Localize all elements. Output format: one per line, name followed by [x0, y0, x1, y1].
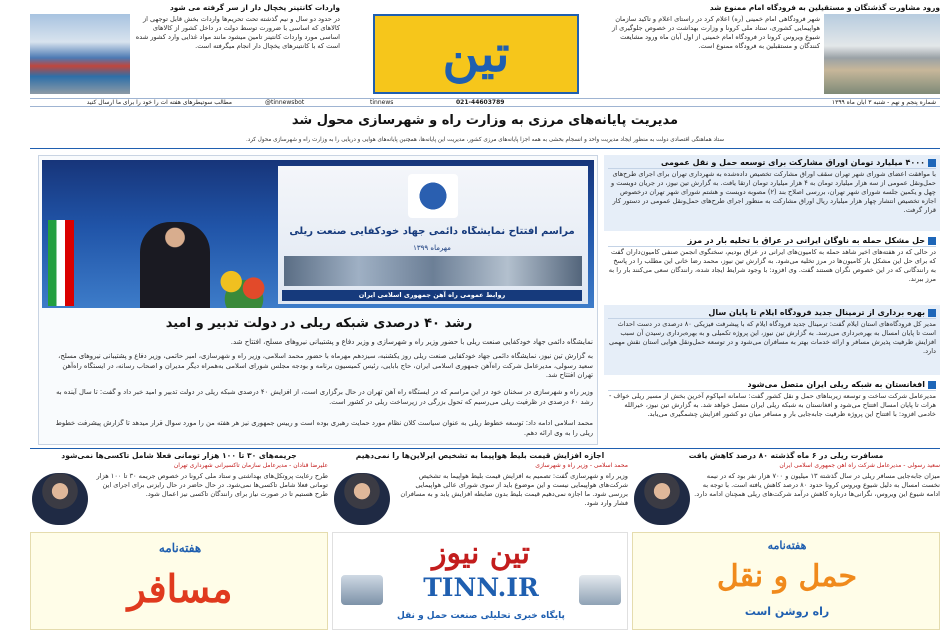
news-item-text: با موافقت اعضای شورای شهر تهران سقف اوراق مشارکت تخصیص داده‌شده به شهرداری تهران برای اجرای طرح‌های حمل‌ونقل عمومی از سه هزار میلیارد تومان به ۴ هزار میلیارد تومان ارتقا یافت. به گزارش تین نیوز، در جریان دویست و چهل و یکمین جلسه شورای شهر تهران، بررسی اصلاح بند (۲) مصوبه دویست و هشتم شورای شهر تهران درخصوص اجازه تخصیص انتشار چهار هزار میلیارد ریال اوراق مشارکت به منظور اجرای طرح‌های حمل‌ونقل عمومی در دستور کار قرار گرفت.	[611, 170, 936, 214]
center-story	[38, 155, 598, 445]
bullet-icon	[928, 159, 936, 167]
banner-footer: روابط عمومی راه آهن جمهوری اسلامی ایران	[282, 290, 582, 301]
bottom-story-center	[332, 451, 628, 527]
ad-tinn-en[interactable]: TINN.IR	[423, 573, 539, 602]
divider	[30, 448, 940, 449]
flag-graphic	[48, 220, 74, 306]
info-strip	[30, 98, 940, 107]
center-paragraph-3: محمد اسلامی ادامه داد: توسعه خطوط ریلی به عنوان سیاست کلان نظام مورد حمایت رهبری بوده است و رییس جمهوری نیز هر هفته من را مورد سوال قرار میدهد تا گزارش پیشرفت خطوط ریلی را به وی ارائه دهم.	[55, 419, 593, 437]
banner-date: مهرماه ۱۳۹۹	[413, 244, 451, 252]
ad-prefix: هفته‌نامه	[767, 539, 807, 552]
news-item-title: حل مشکل حمله به ناوگان ایرانی در عراق با تخلیه بار در مرز	[608, 235, 936, 247]
top-right-text: شهر فرودگاهی امام خمینی (ره) اعلام کرد در راستای اعلام و تاکید سازمان هواپیمایی کشوری، ستاد ملی کرونا و وزارت بهداشت در خصوص جلوگیری از شیوع ویروس کرونا در فرودگاه امام خمینی از اول آبان ماه ورود مشایعت کنندگان و مستقبلین به فرودگاه ممنوع است.	[612, 15, 820, 50]
newspaper-logo	[373, 14, 579, 94]
container-photo	[30, 14, 130, 94]
bottom-story-text: میزان جابه‌جایی مسافر ریلی در سال گذشته ۱۳ میلیون و ۷۰۰ هزار نفر بود که در نیمه نخست امسال به دلیل شیوع ویروس کرونا حدود ۸۰ درصد کاهش یافته است. با توجه به ادامه شیوع این ویروس، نگرانی‌ها درباره کاهش درآمد شرکت‌های ریلی همچنان ادامه دارد.	[694, 472, 940, 498]
ad-slogan: راه روشن است	[744, 605, 830, 618]
bottom-story-title: مسافرت ریلی در ۶ ماه گذشته ۸۰ درصد کاهش یافت	[688, 451, 884, 460]
issue-info: شماره پنجم و نهم - شنبه ۳ آبان ماه ۱۳۹۹	[831, 99, 936, 106]
author-photo	[634, 473, 690, 525]
news-item-text: در حالی که در هفته‌های اخیر شاهد حمله به کامیون‌های ایرانی در عراق بودیم، سخنگوی انجمن صنفی کامیون‌داران گفت که برای حل این مشکل بار کامیون‌ها در مرز تخلیه می‌شود. به گزارش تین نیوز، محمد رضا خانی این مطلب را در پاسخ به رانندگانی که در این خصوص نگران هستند گفت. وی افزود: با وجود شرایط ایجاد شده، رانندگان سعی می‌کنند بار را به مرز ببرند.	[608, 248, 936, 283]
bottom-story-left	[30, 451, 328, 527]
news-item-title: بهره برداری از ترمینال جدید فرودگاه ایلام تا پایان سال	[608, 307, 936, 319]
bottom-story-byline: محمد اسلامی - وزیر راه و شهرسازی	[535, 462, 628, 469]
exhibition-photo	[42, 160, 594, 308]
news-item	[604, 305, 940, 375]
center-headline: رشد ۴۰ درصدی شبکه ریلی در دولت تدبیر و امید	[165, 316, 473, 331]
bottom-story-text: طرح رعایت پروتکل‌های بهداشتی و ستاد ملی کرونا در خصوص جریمه ۳۰ تا ۱۰۰ هزار تومانی فعلا شامل تاکسی‌ها نمی‌شود. در حال حاضر در حال رایزنی برای اجرای این طرح هستیم تا در صورت نیاز برای رانندگان تاکسی نیز اعمال شود.	[96, 472, 328, 498]
logo-text: تین	[442, 24, 510, 83]
center-paragraph-2: وزیر راه و شهرسازی در سخنان خود در این مراسم که در ایستگاه راه آهن تهران در حال برگزاری است، از افزایش ۴۰ درصدی شبکه ریلی در دولت تدبیر و امید خبر داد و گفت: تا سال آینده به رشد ۶۰ درصدی در ظرفیت ریلی می‌رسیم که تحول بزرگی در زیرساخت ریلی در کشور است.	[56, 388, 593, 406]
ad-tinn[interactable]	[332, 532, 628, 630]
main-headline: مدیریت پایانه‌های مرزی به وزارت راه و شهرسازی محول شد	[291, 113, 679, 128]
bottom-story-byline: سعید رسولی - مدیرعامل شرکت راه آهن جمهوری اسلامی ایران	[779, 462, 940, 469]
news-item-text: مدیر کل فرودگاه‌های استان ایلام گفت: ترمینال جدید فرودگاه ایلام که با پیشرفت فیزیکی ۸۰ درصدی در دست احداث است تا پایان امسال به بهره‌برداری می‌رسد. به گزارش تین نیوز، این پروژه تکمیلی و به بهره‌برداری رسیدن آن سبب افزایش ظرفیت پذیرش مسافر و ارائه خدمات بهتر به مسافران می‌شود و در توسعه حمل‌ونقل هوایی استان نقش مهمی دارد.	[608, 320, 936, 355]
bullet-icon	[928, 237, 936, 245]
news-item-title: ۴۰۰۰ میلیارد تومان اوراق مشارکت برای توسعه حمل و نقل عمومی	[608, 157, 936, 169]
speaker-figure	[140, 222, 210, 308]
center-lead: نمایشگاه دائمی جهاد خودکفایی صنعت ریلی با حضور وزیر راه و شهرسازی و وزیر دفاع و پشتیبانی نیروهای مسلح، افتتاح شد.	[230, 338, 593, 346]
right-column	[604, 155, 940, 445]
news-item	[604, 233, 940, 303]
bottom-story-right	[632, 451, 940, 527]
news-item	[604, 155, 940, 231]
main-lead: ستاد هماهنگی اقتصادی دولت به منظور ایجاد مدیریت واحد و انسجام بخشی به همه اجزا پایانه‌های مرزی کشور، مدیریت این پایانه‌ها، همچنین پایانه‌های هوایی و دریایی را به وزارت راه و شهرسازی محول کرد.	[245, 137, 725, 143]
truck-icon	[341, 575, 383, 605]
phone-number: 021-44603789	[456, 99, 505, 106]
author-photo	[32, 473, 88, 525]
ad-haml-o-naql[interactable]	[632, 532, 940, 630]
banner-title: مراسم افتتاح نمایشگاه دائمی جهاد خودکفایی صنعت ریلی	[289, 226, 575, 237]
top-left-text: در حدود دو سال و نیم گذشته تحت تحریم‌ها واردات بخش قابل توجهی از کالاهای که اساسی با ضرورت توسط دولت در داخل کشور از کالاهای اساسی مورد واردات کانتینر تامین میشود مانند مواد غذایی وارد کشور شده است که با کانتینرهای یخچال دار انجام میگرفته است.	[135, 15, 340, 50]
ad-prefix: هفته‌نامه	[158, 541, 202, 555]
center-paragraph-1: به گزارش تین نیوز، نمایشگاه دائمی جهاد خودکفایی صنعت ریلی روز یکشنبه، سیزدهم مهرماه با حضور محمد اسلامی، وزیر راه و شهرسازی، امیر حاتمی، وزیر دفاع و پشتیبانی نیروهای مسلح، سعید رسولی، مدیرعامل شرکت راه‌آهن جمهوری اسلامی ایران، حاج بابایی، رئیس کمیسیون برنامه و بودجه مجلس شورای اسلامی به‌همراه دیگر مدیران و اصحاب رسانه، در ایستگاه راه‌آهن تهران افتتاح شد.	[58, 352, 593, 380]
bottom-story-byline: علیرضا قنادان - مدیرعامل سازمان تاکسیرانی شهرداری تهران	[173, 462, 328, 469]
emblem-icon	[408, 174, 458, 218]
ad-tinn-fa: تین نیوز	[431, 536, 531, 571]
top-right-headline: ورود مشاورت گذشتگان و مستقیلین به فرودگاه امام ممنوع شد	[709, 3, 940, 12]
info-submit-text: مطالب سوتیطرهای هفته ات را خود را برای ما ارسال کنید	[86, 99, 232, 106]
flowers	[212, 264, 276, 308]
bottom-story-text: وزیر راه و شهرسازی گفت: تصمیم به افزایش قیمت بلیط هواپیما به تشخیص شرکت‌های هواپیمایی نیست و این موضوع باید از سوی شورای عالی هواپیمایی بررسی شود. ما اجازه نمی‌دهیم قیمت بلیط بدون ضابطه افزایش یابد و به مسافران فشار وارد شود.	[400, 472, 628, 507]
event-banner	[278, 166, 588, 304]
airport-photo	[824, 14, 940, 94]
author-photo	[334, 473, 390, 525]
ad-brand: مسافر	[127, 566, 233, 611]
news-item-title: افغانستان به شبکه ریلی ایران متصل می‌شود	[608, 379, 936, 391]
ad-brand: حمل و نقل	[716, 559, 858, 594]
masthead	[0, 0, 950, 96]
telegram-handle[interactable]: @tinnewsbot	[265, 99, 305, 106]
news-item	[604, 377, 940, 445]
train-strip	[284, 256, 582, 286]
instagram-handle[interactable]: tinnews	[370, 99, 394, 106]
bullet-icon	[928, 381, 936, 389]
top-left-headline: واردات کانتینر یخچال دار از سر گرفته می شود	[169, 3, 340, 12]
bullet-icon	[928, 309, 936, 317]
bottom-story-title: جریمه‌های ۳۰ تا ۱۰۰ هزار تومانی فعلا شامل تاکسی‌ها نمی‌شود	[61, 451, 297, 460]
ad-mosafer[interactable]	[30, 532, 328, 630]
divider	[30, 148, 940, 149]
bottom-story-title: اجازه افزایش قیمت بلیط هواپیما به تشخیص ایرلاین‌ها را نمی‌دهیم	[355, 451, 605, 460]
news-item-text: مدیرعامل شرکت ساخت و توسعه زیربناهای حمل و نقل کشور گفت: سامانه امپاکوم آخرین بخش از مسیر ریلی خواف - هرات تا پایان امسال افتتاح می‌شود و افغانستان به شبکه ریلی ایران متصل خواهد شد. به گزارش تین نیوز، خیرالله خادمی افزود: با افتتاح این پروژه ظرفیت جابه‌جایی بار و مسافر میان دو کشور افزایش چشمگیری می‌یابد.	[608, 392, 936, 418]
ad-tinn-tagline: پایگاه خبری تحلیلی صنعت حمل و نقل	[397, 611, 565, 621]
airplane-icon	[579, 575, 621, 605]
